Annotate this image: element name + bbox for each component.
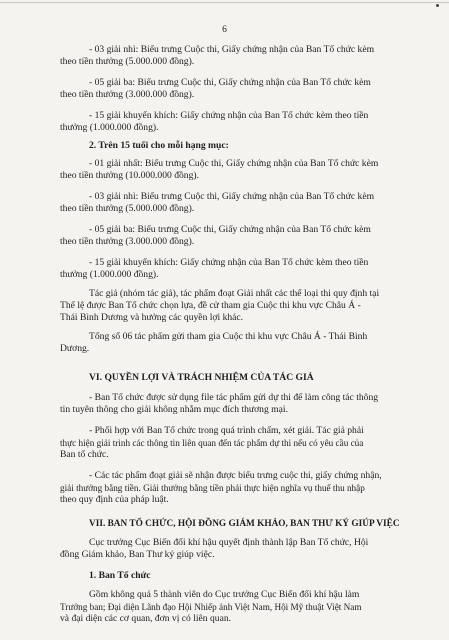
text-line: đồng Giám khảo, Ban Thư ký giúp việc. bbox=[60, 549, 215, 560]
text-line: thưởng (1.000.000 đồng). bbox=[60, 269, 159, 280]
text-line: - 03 giải nhì: Biểu trưng Cuộc thi, Giấy chứng nhận của Ban Tổ chức kèm bbox=[89, 191, 375, 202]
text-line: Dương. bbox=[60, 343, 90, 354]
text-line: - Ban Tổ chức được sử dụng file tác phẩm gửi dự thi để làm công tác thông bbox=[89, 392, 379, 403]
text-line: Tác giả (nhóm tác giả), tác phẩm đoạt Giải nhất các thể loại thi quy định tại bbox=[89, 288, 380, 299]
text-line: giải thưởng bằng tiền. Giải thưởng bằng tiền phải thực hiện nghĩa vụ thuế thu nhập bbox=[60, 483, 365, 493]
text-line: thưởng (1.000.000 đồng). bbox=[60, 122, 159, 133]
section-heading: 1. Ban Tổ chức bbox=[89, 570, 151, 581]
text-line: - 05 giải ba: Biểu trưng Cuộc thi, Giấy chứng nhận của Ban Tổ chức kèm bbox=[89, 77, 371, 88]
text-line: và đại diện các cơ quan, đơn vị có liên quan. bbox=[60, 613, 232, 624]
text-line: Thể lệ được Ban Tổ chức chọn lựa, đề cử tham gia Cuộc thi khu vực Châu Á - bbox=[60, 300, 361, 311]
text-line: - 01 giải nhất: Biểu trưng Cuộc thi, Giấy chứng nhận của Ban Tổ chức kèm bbox=[89, 158, 379, 169]
section-heading: VII. BAN TỔ CHỨC, HỘI ĐỒNG GIÁM KHẢO, BAN THƯ KÝ GIÚP VIỆC bbox=[89, 519, 400, 529]
text-line: - Các tác phẩm đoạt giải sẽ nhận được biểu trưng cuộc thi, giấy chứng nhận, bbox=[89, 470, 382, 481]
text-line: theo quy định của pháp luật. bbox=[60, 494, 169, 505]
text-line: theo tiền thưởng (3.000.000 đồng). bbox=[60, 89, 195, 100]
text-line: Thái Bình Dương và hưởng các quyền lợi khác. bbox=[60, 312, 244, 323]
text-line: theo tiền thưởng (5.000.000 đồng). bbox=[60, 56, 195, 67]
text-line: - 15 giải khuyến khích: Giấy chứng nhận của Ban Tổ chức kèm theo tiền bbox=[89, 110, 369, 121]
text-line: theo tiền thưởng (5.000.000 đồng). bbox=[60, 203, 195, 214]
text-line: Ban tổ chức. bbox=[60, 449, 109, 460]
text-line: Gồm không quá 5 thành viên do Cục trưởng Cục Biến đổi khí hậu làm bbox=[89, 589, 360, 600]
text-line: - 03 giải nhì: Biểu trưng Cuộc thi, Giấy chứng nhận của Ban Tổ chức kèm bbox=[89, 44, 375, 55]
page-number: 6 bbox=[222, 25, 227, 35]
text-line: theo tiền thưởng (10.000.000 đồng). bbox=[60, 170, 199, 181]
text-line: Trưởng ban; Đại diện Lãnh đạo Hội Nhiếp ảnh Việt Nam, Hội Mỹ thuật Việt Nam bbox=[60, 602, 362, 612]
text-line: theo tiền thưởng (3.000.000 đồng). bbox=[60, 236, 195, 247]
text-line: - Phối hợp với Ban Tổ chức trong quá trình chấm, xét giải. Tác giả phải bbox=[89, 425, 364, 436]
text-line: - 05 giải ba: Biểu trưng Cuộc thi, Giấy chứng nhận của Ban Tổ chức kèm bbox=[89, 224, 371, 235]
text-line: thực hiện giải trình các thông tin liên quan đến tác phẩm dự thi nếu có yêu cầu của bbox=[60, 438, 364, 448]
section-heading: 2. Trên 15 tuổi cho mỗi hạng mục: bbox=[89, 140, 229, 151]
text-line: Tổng số 06 tác phẩm gửi tham gia Cuộc thi khu vực Châu Á - Thái Bình bbox=[89, 331, 368, 342]
scan-mark bbox=[436, 4, 439, 7]
text-line: - 15 giải khuyến khích: Giấy chứng nhận của Ban Tổ chức kèm theo tiền bbox=[89, 257, 369, 268]
top-edge-line bbox=[0, 2, 449, 3]
text-line: Cục trưởng Cục Biến đổi khí hậu quyết định thành lập Ban Tổ chức, Hội bbox=[89, 537, 369, 548]
text-line: tin tuyên thông cho giải không nhằm mục đích thương mại. bbox=[60, 404, 288, 415]
section-heading: VI. QUYỀN LỢI VÀ TRÁCH NHIỆM CỦA TÁC GIẢ bbox=[89, 372, 314, 383]
